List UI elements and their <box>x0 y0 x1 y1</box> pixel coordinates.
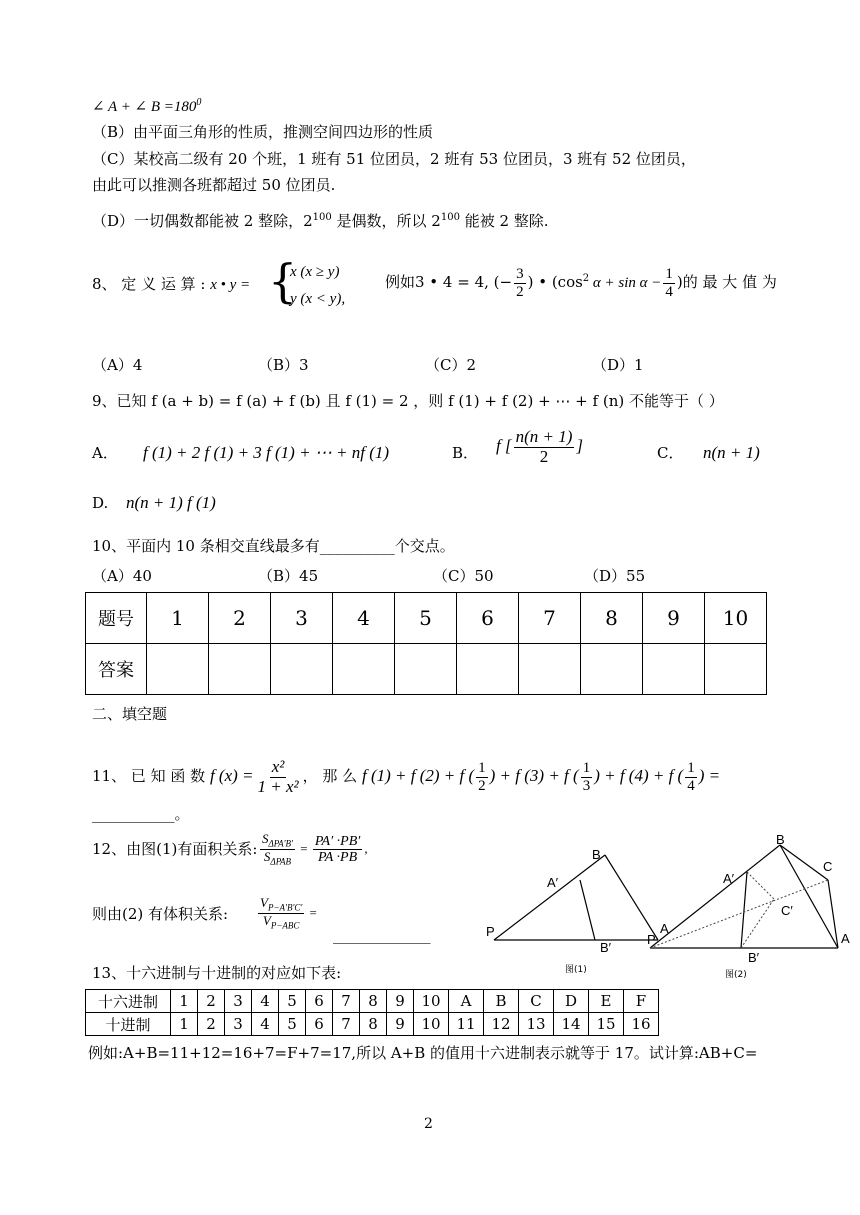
fig1-label-p: P <box>486 924 495 939</box>
fig1-label-b: B <box>592 847 601 862</box>
hex-cell: D <box>554 990 589 1013</box>
decimal-cell: 14 <box>554 1013 589 1036</box>
decimal-cell: 12 <box>484 1013 519 1036</box>
edge-a1b1 <box>741 872 747 948</box>
fig2-label-b1: B′ <box>748 950 760 965</box>
q12-volume-ratio: $\frac{V_{P-A'B'C'}}{V_{P-ABC}}$ = <box>260 895 317 932</box>
q9-option-d: n(n + 1) f (1) <box>126 493 216 512</box>
edge-ca <box>828 880 838 948</box>
option-d-line: （D）一切偶数都能被 2 整除，$2^{100}$ 是偶数，所以 $2^{100}$ 能被 2 整除. <box>92 212 549 230</box>
q10-option-a: （A）40 <box>92 567 152 585</box>
q9-c-label: C． <box>657 444 684 462</box>
answer-cell[interactable] <box>705 644 767 695</box>
answer-cell[interactable] <box>147 644 209 695</box>
hex-cell: 3 <box>225 990 252 1013</box>
hex-cell: 5 <box>279 990 306 1013</box>
fig2-label-a: A <box>841 931 850 946</box>
hex-cell: 4 <box>252 990 279 1013</box>
edge-b1c1-hidden <box>741 899 774 948</box>
question-number-cell: 9 <box>643 593 705 644</box>
fig2-label-c: C <box>823 859 833 874</box>
q12-area-ratio: $\frac{S_{\Delta PA'B'}}{S_{\Delta PAB}}$ = $\frac{PA' \cdot PB'}{PA \cdot PB}$ , <box>262 831 368 868</box>
decimal-cell: 2 <box>198 1013 225 1036</box>
answer-cell[interactable] <box>519 644 581 695</box>
q13-example: 例如:A+B=11+12=16+7=F+7=17,所以 A+B 的值用十六进制表示就等于 17。试计算:AB+C= <box>88 1044 758 1062</box>
hex-cell: F <box>624 990 659 1013</box>
decimal-row <box>86 1013 659 1036</box>
fig1-label-a1: A′ <box>547 875 559 890</box>
fig2-label-p: P <box>647 932 656 947</box>
question-number-cell: 10 <box>705 593 767 644</box>
answer-label: 答案 <box>86 644 147 695</box>
edge-a1b1 <box>580 880 595 940</box>
q9-d-label: D. <box>92 494 109 512</box>
decimal-cell: 13 <box>519 1013 554 1036</box>
decimal-cell: 4 <box>252 1013 279 1036</box>
question-number-cell: 4 <box>333 593 395 644</box>
decimal-cell: 7 <box>333 1013 360 1036</box>
hex-row-label: 十六进制 <box>86 990 171 1013</box>
decimal-cell: 16 <box>624 1013 659 1036</box>
fig2-label-c1: C′ <box>781 903 793 918</box>
q9-option-c: n(n + 1) <box>703 443 760 462</box>
hex-decimal-table <box>85 989 659 1036</box>
q8-case-1: x (x ≥ y) <box>290 264 340 280</box>
q9-a-label: A． <box>92 444 118 462</box>
answer-cell[interactable] <box>643 644 705 695</box>
q8-option-d: （D）1 <box>592 356 644 374</box>
q10-option-d: （D）55 <box>584 567 646 585</box>
hex-cell: 1 <box>171 990 198 1013</box>
decimal-row-label: 十进制 <box>86 1013 171 1036</box>
hex-cell: 6 <box>306 990 333 1013</box>
question-number-cell: 8 <box>581 593 643 644</box>
q11-answer-blank[interactable]: ___________。 <box>92 805 190 823</box>
answer-table-answer-row <box>86 644 767 695</box>
q9-b-label: B． <box>452 444 479 462</box>
q13-stem: 13、十六进制与十进制的对应如下表: <box>92 964 342 982</box>
q8-case-2: y (x < y), <box>290 291 346 307</box>
decimal-cell: 8 <box>360 1013 387 1036</box>
q11-line: 11、 已 知 函 数 f (x) = $\frac{\text{x²}}{\text{1 + x²}}$ ， 那 么 f (1) + f (2) + f ( $\frac{1}{2}$ ) + f (3) + f ( $\frac{1}{3}$ ) + f (4) + f ( $\frac{1}{4}$ ) = <box>92 757 721 796</box>
q9-option-b: f [ $\frac{n(n + 1)}{2}$ ] <box>496 427 584 466</box>
fig1-label-b1: B′ <box>600 940 612 955</box>
angle-sum-line: ∠ A + ∠ $B =180^0$ <box>92 97 202 115</box>
question-number-cell: 7 <box>519 593 581 644</box>
answer-table <box>85 592 767 695</box>
q10-stem: 10、平面内 10 条相交直线最多有__________个交点。 <box>92 537 455 555</box>
fig1-label-a: A <box>660 921 669 936</box>
option-b-line: （B）由平面三角形的性质，推测空间四边形的性质 <box>92 123 434 141</box>
hex-cell: B <box>484 990 519 1013</box>
option-c-line-1: （C）某校高二级有 20 个班，1 班有 51 位团员，2 班有 53 位团员，3 班有 52 位团员， <box>92 150 696 168</box>
hex-cell: 8 <box>360 990 387 1013</box>
q9-option-a: f (1) + 2 f (1) + 3 f (1) + ⋯ + nf (1) <box>143 443 390 462</box>
fig2-label-b: B <box>776 832 785 847</box>
question-number-cell: 5 <box>395 593 457 644</box>
decimal-cell: 6 <box>306 1013 333 1036</box>
question-number-cell: 6 <box>457 593 519 644</box>
q12-volume-lead: 则由(2) 有体积关系: <box>92 905 229 923</box>
decimal-cell: 9 <box>387 1013 414 1036</box>
hex-row <box>86 990 659 1013</box>
answer-cell[interactable] <box>457 644 519 695</box>
fig1-caption: 图(1) <box>565 965 587 975</box>
page-number: 2 <box>424 1116 433 1132</box>
q8-expression: 例如3 • 4 = 4, (− $\frac{3}{2}$ ) • ($\cos^2$ α + sin α − $\frac{1}{4}$ )的 最 大 值 为 <box>385 266 777 300</box>
question-number-cell: 1 <box>147 593 209 644</box>
fig2-label-a1: A′ <box>723 871 735 886</box>
q10-option-c: （C）50 <box>433 567 494 585</box>
hex-cell: 10 <box>414 990 449 1013</box>
decimal-cell: 10 <box>414 1013 449 1036</box>
hex-cell: A <box>449 990 484 1013</box>
decimal-cell: 5 <box>279 1013 306 1036</box>
hex-cell: 9 <box>387 990 414 1013</box>
q8-option-b: （B）3 <box>258 356 309 374</box>
question-number-label: 题号 <box>86 593 147 644</box>
hex-cell: E <box>589 990 624 1013</box>
answer-cell[interactable] <box>581 644 643 695</box>
q12-answer-blank[interactable]: _____________ <box>333 926 431 944</box>
hex-cell: 2 <box>198 990 225 1013</box>
figure-2-diagram <box>640 835 855 960</box>
edge-pb <box>650 845 780 948</box>
q8-option-c: （C）2 <box>425 356 477 374</box>
decimal-cell: 1 <box>171 1013 198 1036</box>
answer-cell[interactable] <box>395 644 457 695</box>
answer-table-header-row <box>86 593 767 644</box>
edge-pc-hidden <box>650 880 828 948</box>
q8-brace: { <box>268 254 298 308</box>
edge-a1c1-hidden <box>747 872 774 899</box>
edge-pb <box>494 855 605 940</box>
fig2-caption: 图(2) <box>725 970 747 980</box>
question-number-cell: 2 <box>209 593 271 644</box>
hex-cell: 7 <box>333 990 360 1013</box>
q12-lead: 12、由图(1)有面积关系: <box>92 840 258 858</box>
section-fill-in-heading: 二、填空题 <box>92 705 168 723</box>
q9-stem: 9、已知 f (a + b) = f (a) + f (b) 且 f (1) = 2 ，则 f (1) + f (2) + ⋯ + f (n) 不能等于（ ） <box>92 392 724 410</box>
question-number-cell: 3 <box>271 593 333 644</box>
answer-cell[interactable] <box>333 644 395 695</box>
option-c-line-2: 由此可以推测各班都超过 50 位团员. <box>92 176 336 194</box>
answer-cell[interactable] <box>271 644 333 695</box>
q8-lead: 8、 定 义 运 算 : x • y = <box>92 275 251 293</box>
edge-bc <box>780 845 828 880</box>
hex-cell: C <box>519 990 554 1013</box>
q8-option-a: （A）4 <box>92 356 143 374</box>
answer-cell[interactable] <box>209 644 271 695</box>
decimal-cell: 15 <box>589 1013 624 1036</box>
q10-option-b: （B）45 <box>258 567 319 585</box>
decimal-cell: 11 <box>449 1013 484 1036</box>
decimal-cell: 3 <box>225 1013 252 1036</box>
